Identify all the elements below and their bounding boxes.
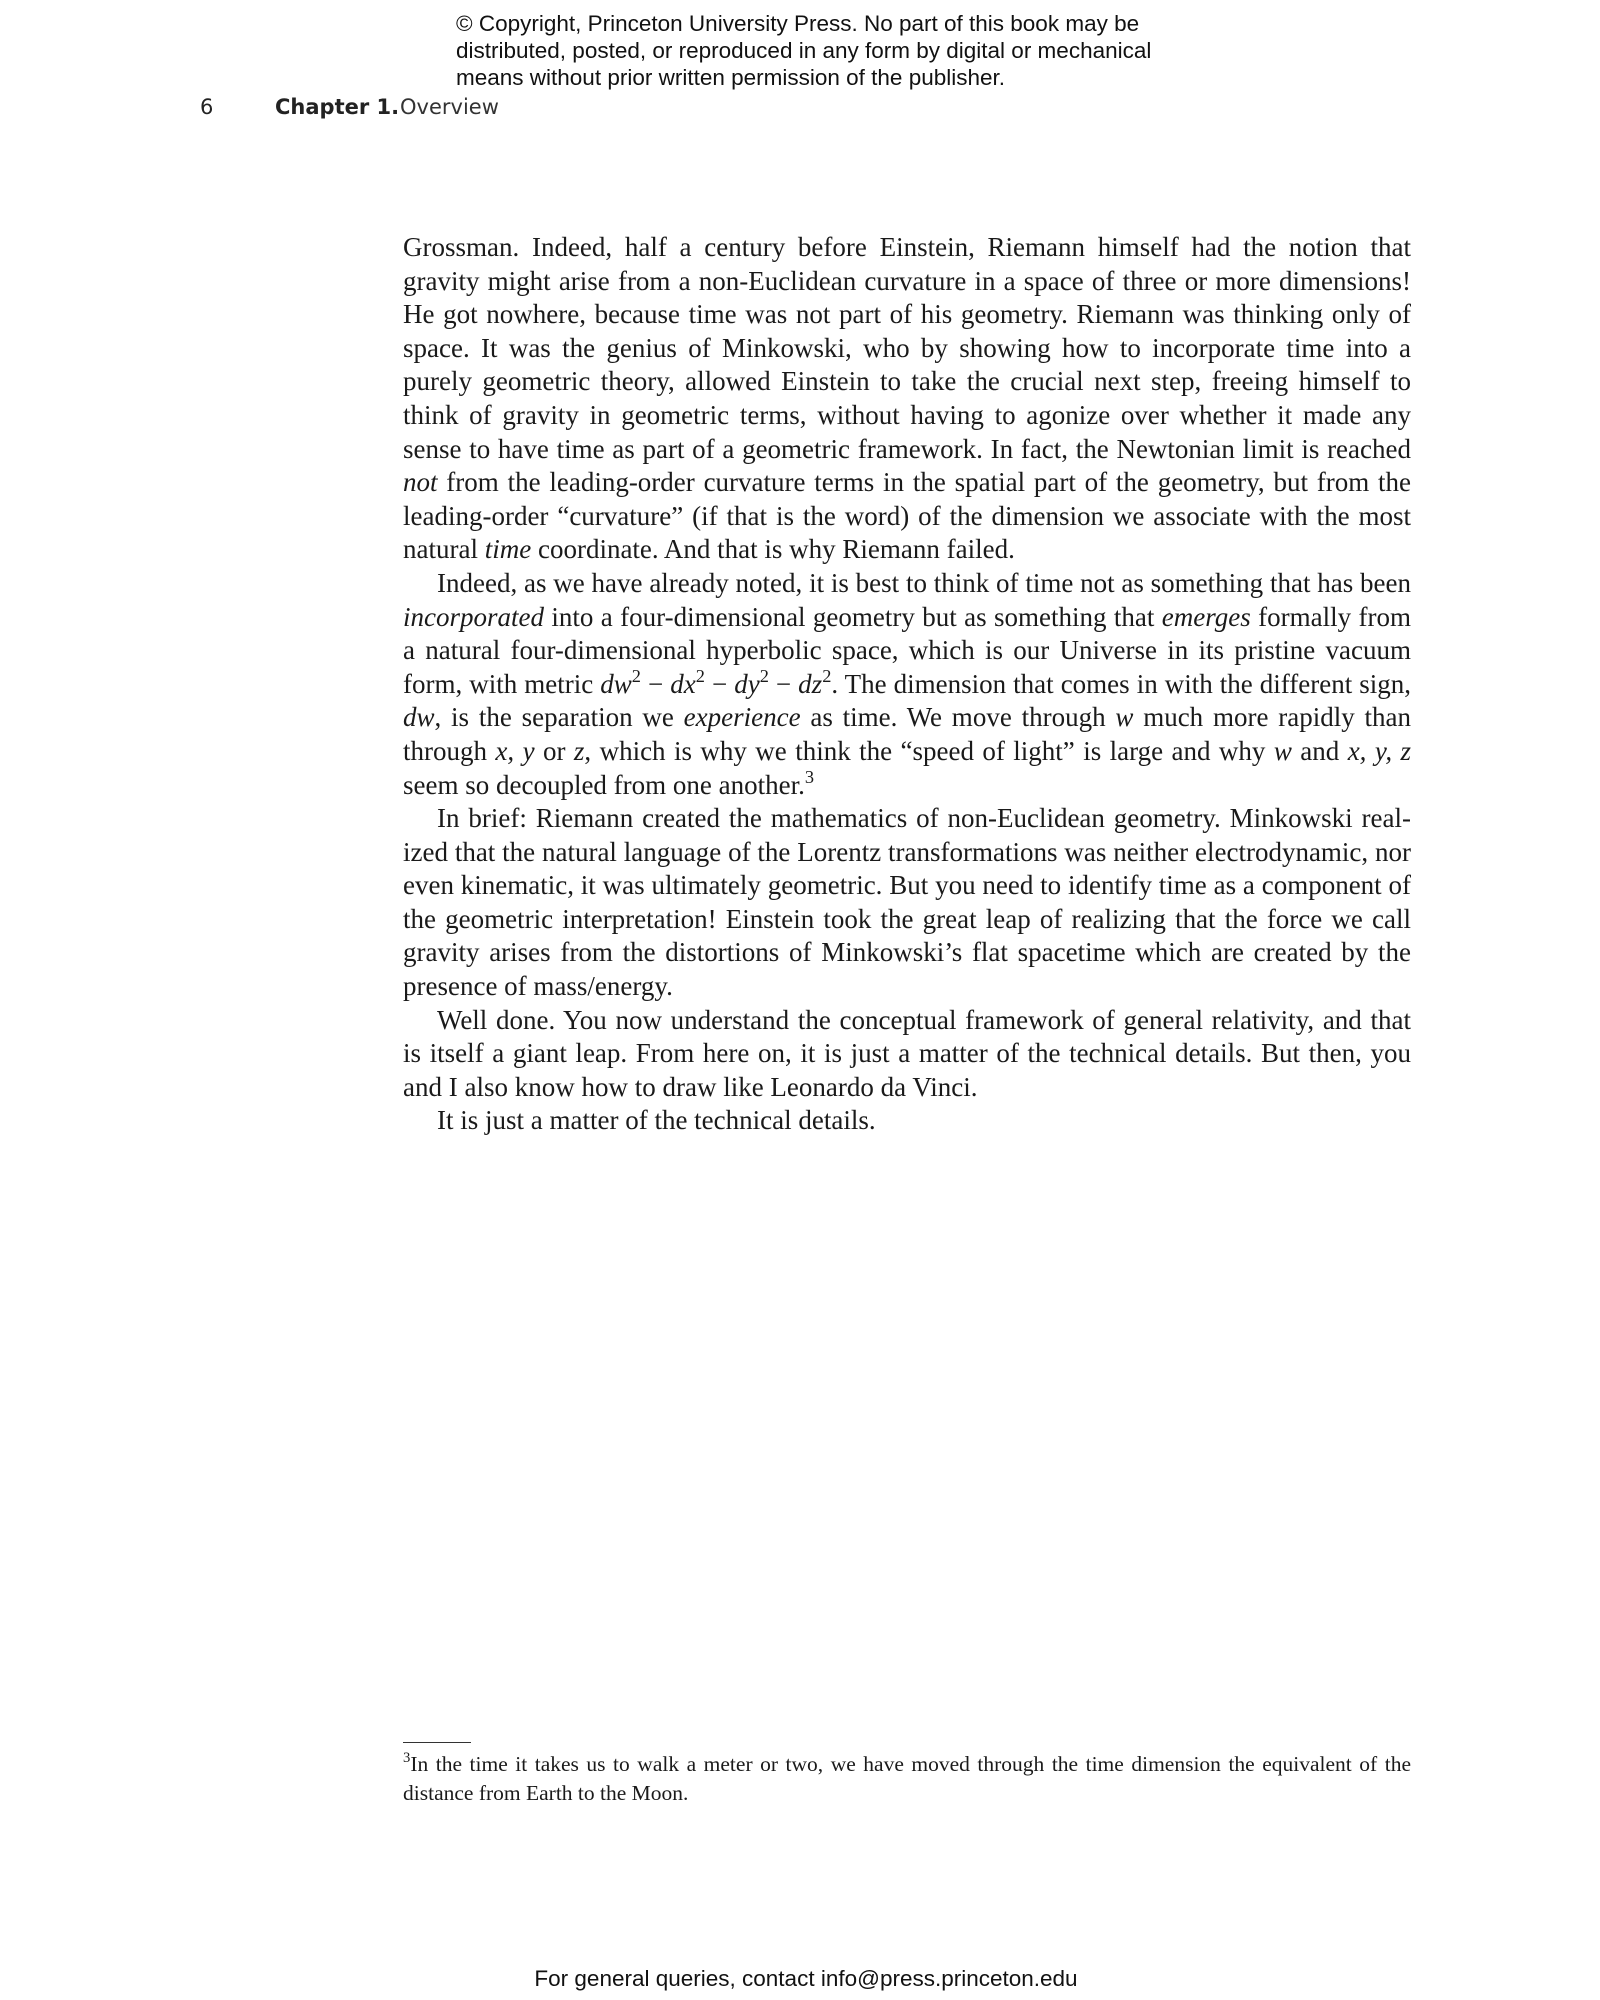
body-text [403, 231, 1411, 1138]
footnote [403, 1750, 1411, 1808]
chapter-label: Chapter 1. [275, 95, 400, 119]
text-run: coordinate. And that is why Riemann failed. [531, 534, 1015, 565]
math-var: x, y [495, 735, 535, 766]
emphasis: emerges [1161, 601, 1251, 632]
math-var: x, y, z [1347, 735, 1412, 766]
text-run: formally from a natural four-dimensional hyperbolic space, which is our Universe in its pristine vacuum form, with metric [403, 601, 1411, 699]
emphasis: incorporated [403, 601, 544, 632]
footnote-number: 3 [403, 1750, 411, 1767]
text-run: seem so decoupled from one another. [403, 769, 805, 800]
paragraph-2 [403, 567, 1411, 802]
text-run: much more rapidly than through [403, 702, 1412, 766]
paragraph-1 [403, 231, 1411, 567]
text-run: from the leading-order curvature terms in the spatial part of the geometry, but from the leading-order “curvature” (if that is the word) of the dimension we associate with the most natural [403, 467, 1411, 565]
text-run: Grossman. Indeed, half a century before Einstein, Riemann himself had the notion that gravity might arise from a non-Euclidean curvature in a space of three or more dimensions! He got nowhere, because time was not part of his geometry. Riemann was thinking only of space. It was the genius of Minkowski, who by showing how to incorporate time into a purely geometric theory, allowed Einstein to take the crucial next step, freeing himself to think of gravity in geometric terms, without having to agonize over whether it made any sense to have time as part of a geometric framework. In fact, the Newtonian limit is reached [403, 232, 1411, 464]
text-run: or [534, 735, 574, 766]
emphasis: experience [683, 702, 801, 733]
paragraph-3: In brief: Riemann created the mathematics of non-Euclidean geometry. Minkowski realized that the natural language of the Lorentz transformations was neither electrodynamic, nor even kinematic, it was ultimately geometric. But you need to identify time as a component of the geometric interpretation! Einstein took the great leap of realizing that the force we call gravity arises from the distortions of Minkowski’s flat spacetime which are created by the presence of mass/energy. [403, 803, 1411, 1002]
emphasis: time [484, 534, 532, 565]
text-run: and [1291, 735, 1348, 766]
page-number: 6 [200, 95, 214, 119]
math-var: dw [403, 702, 435, 733]
text-run: . The dimension that comes in with the different sign, [831, 668, 1411, 699]
text-run: Indeed, as we have already noted, it is best to think of time not as something that has been [437, 567, 1411, 598]
text-run: into a four-dimensional geometry but as something that [544, 601, 1162, 632]
metric-formula: $dw^2 - dx^2 - dy^2 - dz^2$ [600, 665, 832, 699]
paragraph-5: It is just a matter of the technical details. [437, 1105, 876, 1136]
text-run: as time. We move through [800, 702, 1116, 733]
copyright-notice: © Copyright, Princeton University Press. No part of this book may be distributed, posted, or reproduced in any form by digital or mechanical means without prior written permission of the publisher. [456, 11, 1152, 90]
math-var: w [1115, 702, 1134, 733]
contact-line: For general queries, contact info@press.princeton.edu [534, 1966, 1078, 1991]
paragraph-4: Well done. You now understand the conceptual framework of general relativity, and that is itself a giant leap. From here on, it is just a matter of the technical details. But then, you and I also know how to draw like Leonardo da Vinci. [403, 1004, 1411, 1102]
footnote-rule [403, 1742, 471, 1743]
footnote-marker[interactable]: 3 [804, 766, 815, 787]
math-var: z [573, 735, 585, 766]
footnote-text: In the time it takes us to walk a meter or two, we have moved through the time dimension the equivalent of the distance from Earth to the Moon. [403, 1752, 1411, 1805]
math-var: w [1273, 735, 1292, 766]
section-title: Overview [400, 95, 499, 119]
emphasis: not [403, 467, 438, 498]
text-run: , which is why we think the “speed of light” is large and why [584, 735, 1274, 766]
text-run: , is the separation we [434, 702, 684, 733]
